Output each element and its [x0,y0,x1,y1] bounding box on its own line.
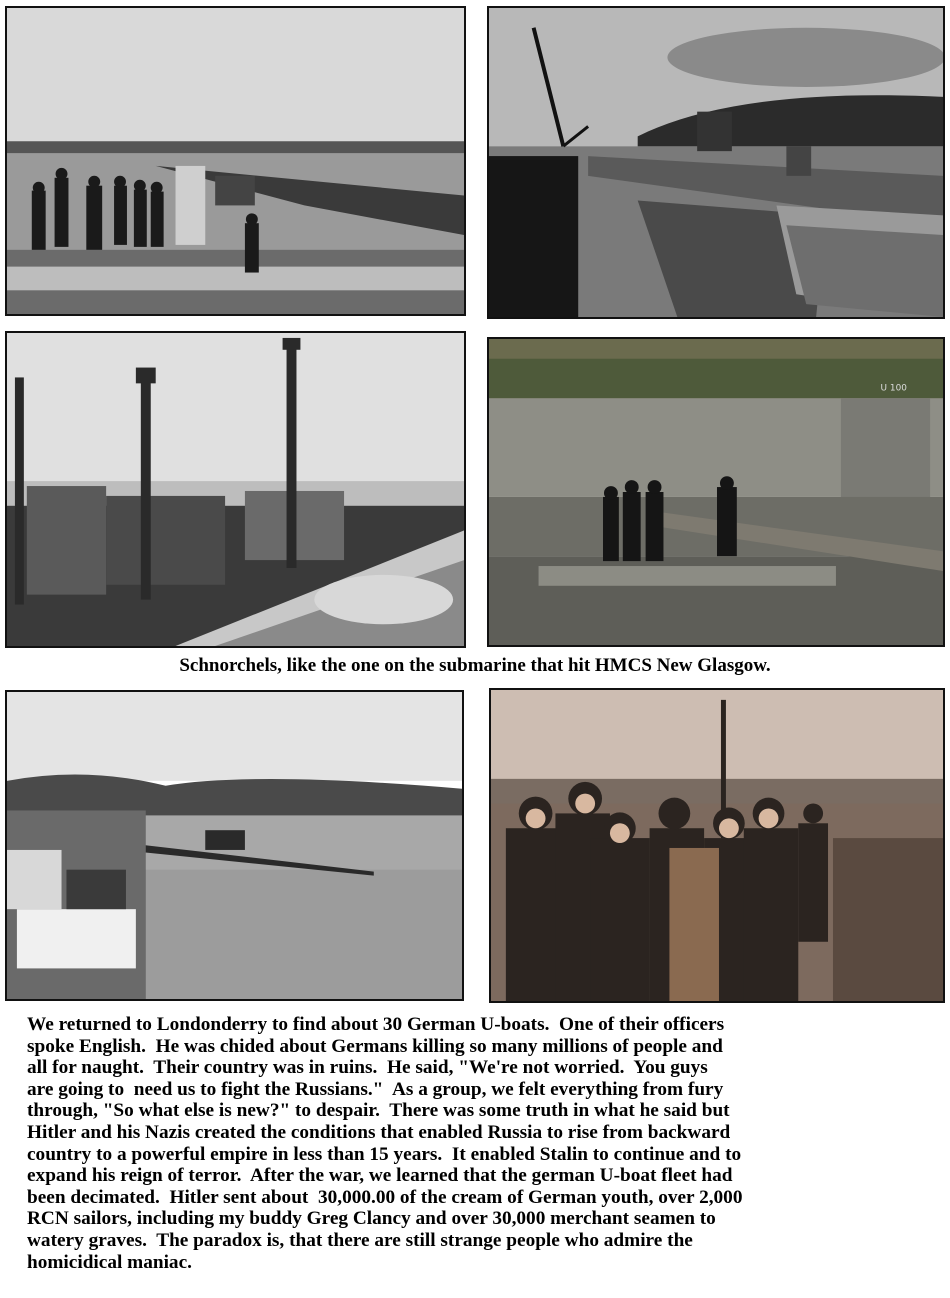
photo-sailors-group [489,688,945,1003]
body-line: watery graves. The paradox is, that there are still strange people who admire the [27,1229,693,1251]
photo-moored-uboats [487,6,945,319]
body-line: We returned to Londonderry to find about 30 German U-boats. One of their officers [27,1014,725,1035]
photo-pier-schnorchels [5,331,466,648]
body-line: are going to need us to fight the Russians." As a group, we felt everything from fury [27,1078,724,1100]
photo-lowered-schnorchel [487,337,945,647]
body-line: been decimated. Hitler sent about 30,000.00 of the cream of German youth, over 2,000 [27,1186,743,1208]
photo-surfaced-uboat [5,690,464,1001]
body-line: spoke English. He was chided about Germans killing so many millions of people and [27,1035,723,1057]
uboat-number-label: U 100 [880,383,907,394]
body-line: all for naught. Their country was in ruins. He said, "We're not worried. You guys [27,1057,708,1079]
photo-caption: Schnorchels, like the one on the submarine that hit HMCS New Glasgow. [179,655,771,676]
body-paragraph [27,1014,932,1273]
body-line: expand his reign of terror. After the war, we learned that the german U-boat fleet had [27,1165,733,1187]
photo-officers-on-deck [5,6,466,316]
body-line: RCN sailors, including my buddy Greg Clancy and over 30,000 merchant seamen to [27,1208,716,1230]
body-line: homicidical maniac. [27,1251,192,1273]
body-line: Hitler and his Nazis created the conditions that enabled Russia to rise from backward [27,1121,731,1143]
body-line: country to a powerful empire in less than 15 years. It enabled Stalin to continue and to [27,1143,742,1165]
body-line: through, "So what else is new?" to despair. There was some truth in what he said but [27,1100,730,1122]
